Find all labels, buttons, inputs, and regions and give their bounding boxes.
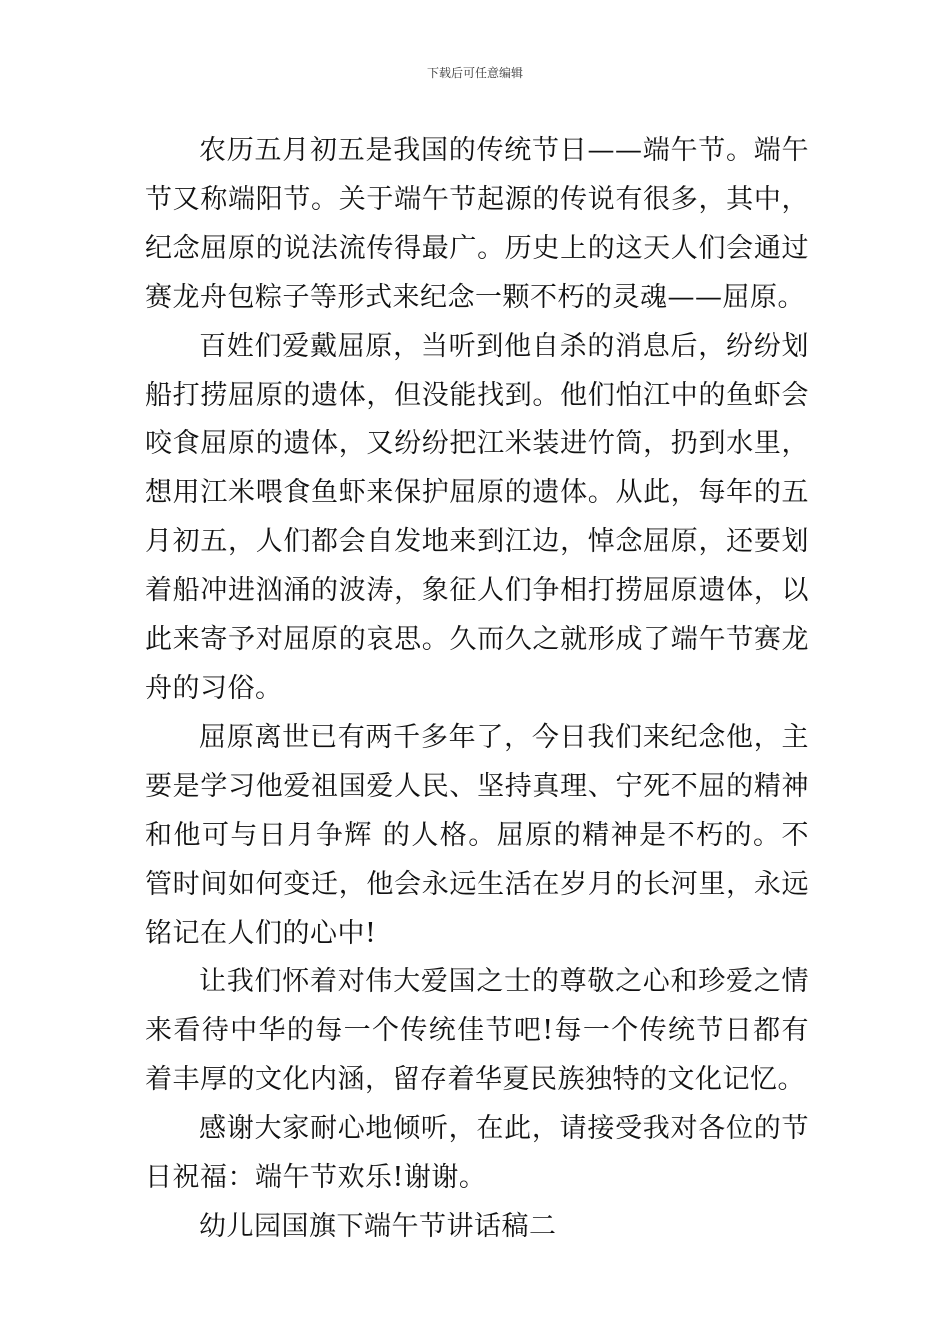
paragraph-thanks: 感谢大家耐心地倾听，在此，请接受我对各位的节日祝福：端午节欢乐!谢谢。 [145,1113,809,1194]
paragraph-intro: 农历五月初五是我国的传统节日——端午节。端午节又称端阳节。关于端午节起源的传说有很多，其中，纪念屈原的说法流传得最广。历史上的这天人们会通过赛龙舟包粽子等形式来纪念一颗不朽的灵魂——屈原。 [145,135,809,313]
download-note: 下载后可任意编辑 [426,66,523,80]
paragraph-spirit: 屈原离世已有两千多年了，今日我们来纪念他，主要是学习他爱祖国爱人民、坚持真理、宁死不屈的精神和他可与日月争辉 的人格。屈原的精神是不朽的。不管时间如何变迁，他会永远生活在岁月的长河里，永远铭记在人们的心中! [145,721,809,949]
speech-body [145,127,809,1252]
paragraph-festivals: 让我们怀着对伟大爱国之士的尊敬之心和珍爱之情来看待中华的每一个传统佳节吧!每一个传统节日都有着丰厚的文化内涵，留存着华夏民族独特的文化记忆。 [145,966,809,1096]
paragraph-legend: 百姓们爱戴屈原，当听到他自杀的消息后，纷纷划船打捞屈原的遗体，但没能找到。他们怕江中的鱼虾会咬食屈原的遗体，又纷纷把江米装进竹筒，扔到水里，想用江米喂食鱼虾来保护屈原的遗体。从此，每年的五月初五，人们都会自发地来到江边，悼念屈原，还要划着船冲进汹涌的波涛，象征人们争相打捞屈原遗体，以此来寄予对屈原的哀思。久而久之就形成了端午节赛龙舟的习俗。 [145,330,809,704]
section-title: 幼儿园国旗下端午节讲话稿二 [199,1210,557,1242]
